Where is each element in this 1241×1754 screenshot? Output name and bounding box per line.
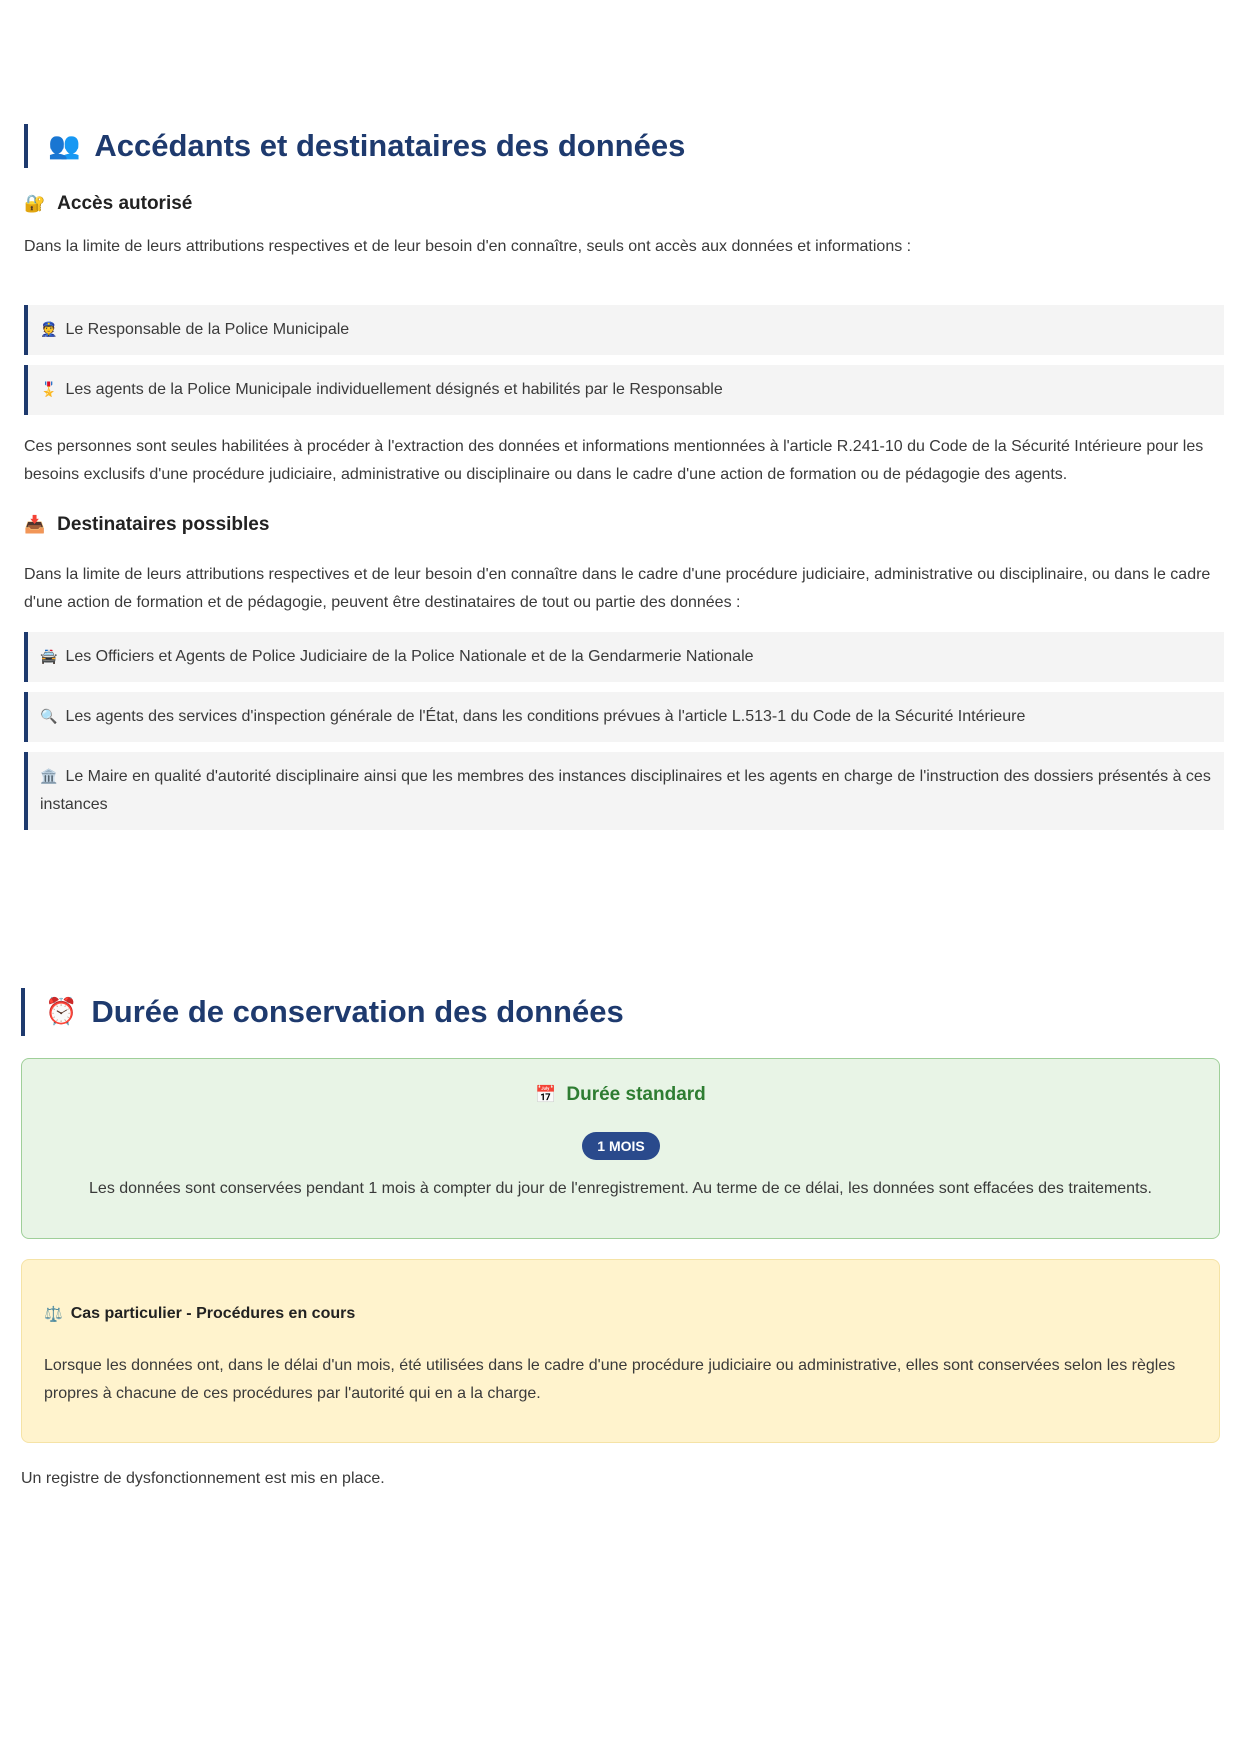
list-item-text: Le Responsable de la Police Municipale [65,321,350,338]
magnifier-icon: 🔍 [40,709,58,725]
list-item-text: Les agents de la Police Municipale individuellement désignés et habilités par le Responsable [65,381,723,398]
access-section-title [24,124,1224,168]
classical-building-icon: 🏛️ [40,769,58,785]
list-item [24,632,1224,682]
malfunction-register-note: Un registre de dysfonctionnement est mis en place. [21,1470,385,1487]
authorized-access-note: Ces personnes sont seules habilitées à procéder à l'extraction des données et informations mentionnées à l'article R.241-10 du Code de la Sécurité Intérieure pour les besoins exclusifs d'une procédure judiciaire, administrative ou disciplinaire ou dans le cadre d'une action de formation ou de pédagogie des agents. [24,438,1204,483]
calendar-icon: 📅 [535,1085,557,1105]
special-case-title [44,1305,355,1323]
access-section-title-text: Accédants et destinataires des données [94,128,686,163]
recipients-heading [24,512,269,538]
recipients-heading-text: Destinataires possibles [57,514,270,535]
special-case-text: Lorsque les données ont, dans le délai d'un mois, été utilisées dans le cadre d'une procédure judiciaire ou administrative, elles sont conservées selon les règles propres à chacune de ces procédures par l'autorité qui en a la charge. [44,1357,1176,1402]
standard-duration-title-text: Durée standard [566,1084,706,1105]
recipients-intro: Dans la limite de leurs attributions respectives et de leur besoin d'en connaître dans le cadre d'une procédure judiciaire, administrative ou disciplinaire, ou dans le cadre d'une action de formation et de pédagogie, peuvent être destinataires de tout ou partie des données : [24,566,1211,611]
alarm-clock-icon: ⏰ [45,997,78,1027]
list-item [24,692,1224,742]
list-item-text: Les agents des services d'inspection générale de l'État, dans les conditions prévues à l'article L.513-1 du Code de la Sécurité Intérieure [65,708,1026,725]
list-item [24,752,1224,830]
retention-section-title [21,988,1221,1036]
medal-icon: 🎖️ [40,382,58,398]
list-item-text: Les Officiers et Agents de Police Judiciaire de la Police Nationale et de la Gendarmerie Nationale [65,648,754,665]
standard-duration-text: Les données sont conservées pendant 1 mois à compter du jour de l'enregistrement. Au terme de ce délai, les données sont effacées des traitements. [89,1180,1152,1197]
scales-icon: ⚖️ [44,1305,63,1323]
standard-duration-card [21,1058,1220,1239]
lock-key-icon: 🔐 [24,194,46,214]
list-item [24,305,1224,355]
retention-section-title-text: Durée de conservation des données [91,994,624,1029]
list-item-text: Le Maire en qualité d'autorité disciplinaire ainsi que les membres des instances disciplinaires et les agents en charge de l'instruction des dossiers présentés à ces instances [40,768,1211,813]
authorized-access-heading-text: Accès autorisé [57,193,193,214]
police-officer-icon: 👮 [40,322,58,338]
special-case-card [21,1259,1220,1443]
authorized-access-heading [24,191,192,217]
duration-badge: 1 MOIS [582,1132,660,1160]
inbox-tray-icon: 📥 [24,515,46,535]
special-case-title-text: Cas particulier - Procédures en cours [70,1305,356,1322]
users-icon: 👥 [48,131,81,161]
police-car-icon: 🚔 [40,649,58,665]
standard-duration-title [22,1084,1219,1106]
authorized-access-intro: Dans la limite de leurs attributions respectives et de leur besoin d'en connaître, seuls ont accès aux données et informations : [24,238,912,255]
list-item [24,365,1224,415]
